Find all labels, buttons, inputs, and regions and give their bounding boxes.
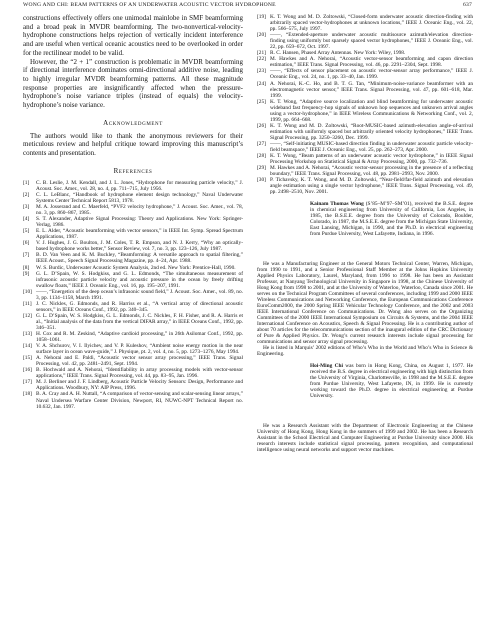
reference-list-left — [23, 180, 243, 410]
acknowledgment-text: The authors would like to thank the anonymous reviewers for their meticulous review and helpful critique toward improving this manuscript’s contents and presentation. — [23, 131, 243, 158]
reference-item — [257, 177, 473, 195]
reference-text: W. S. Burdic, Underwater Acoustic System Analysis, 2nd ed. New York: Prentice-Hall, 1990. — [36, 264, 236, 271]
reference-number: [8] — [23, 264, 30, 271]
reference-number: [5] — [23, 228, 30, 235]
reference-number: [17] — [23, 379, 32, 386]
reference-number: [7] — [23, 252, 30, 259]
author-bio-first-lines: (S’85–M’97–SM’01), received the B.S.E. degree in chemical engineering from University of California, Los Angeles, in 1985, the B.S.E.E. degree from the University of Colorado, Boulder, Colorado, in 1987, the M.S.E.E. degree from the Michigan State University, East Lansing, Michigan, in 1990, and the Ph.D. in electrical engineering from Purdue University, West Lafayette, Indiana, in 1996. — [310, 201, 473, 238]
reference-item — [23, 331, 243, 343]
author-name: Kainam Thomas Wong — [310, 201, 364, 208]
reference-text: M. J. Berliner and J. F. Lindberg, Acoustic Particle Velocity Sensors: Design, Performance and Applications. Woodbury, NY: AIP Press, 1996. — [36, 379, 243, 392]
reference-text: B. D. Van Veen and K. M. Buckley, “Beamforming: A versatile approach to spatial filtering,” IEEE Acoust., Speech Signal Processing Magazine, pp. 4–24, Apr. 1988. — [36, 252, 243, 265]
reference-number: [19] — [257, 14, 266, 20]
reference-number: [10] — [23, 288, 32, 295]
author-bio — [257, 363, 473, 423]
reference-item — [23, 313, 243, 331]
right-column — [257, 14, 473, 453]
reference-text: G. L. D’Spain, W. S. Hodgkiss, G. L. Edmonds, J. C. Nickles, F. H. Fisher, and R. A. Harris et al., “Initial analysis of the data from the vertical DIFAR array,” in IEEE Oceans Conf., 1992, pp. 346–351. — [36, 312, 243, 331]
reference-number: [18] — [23, 391, 32, 398]
author-bio-paragraph: He was a Manufacturing Engineer at the General Motors Technical Center, Warren, Michigan, from 1990 to 1991, and a Senior Professional Staff Member at the Johns Hopkins University Applied Physics Laboratory, Laurel, Maryland, from 1996 to 1998. He has been an Assistant Professor, at Nanyang Technological University in Singapore in 1998, at the Chinese University of Hong Kong from 1998 to 2001, and at the University of Waterloo, Waterloo, Canada since 2001. He serves on the Technical Program Committees of several conferences, including 1999 and 2000 IEEE Wireless Communications and Networking Conference, the European Communications Conference EuroComm2000, the 2000 Spring IEEE Vehicular Technology Conference, and the 2002 and 2003 IEEE International Conference on Communications. Dr. Wong also serves on the Organizing Committees of the 2000 IEEE International Symposium on Circuits & Systems, and the 2004 IEEE International Conference on Acoustics, Speech & Signal Processing. He is a contributing author of about 70 articles for the telecommunications section of the inaugural edition of the CRC Dictionary of Pure & Applied Physics. Dr. Wong’s current research interests include signal processing for communications and sensor array signal processing. — [257, 261, 473, 346]
reference-text: B. A. Cray and A. H. Nuttall, “A comparison of vector-sensing and scalar-sensing linear arrays,” Naval Undersea Warfare Center Division, Newport, RI, NUWC-NPT Technical Report no. 10.632, Jan. 1997. — [36, 391, 243, 410]
running-head-title: WONG AND CHI: BEAM PATTERNS OF AN UNDERWATER ACOUSTIC VECTOR HYDROPHONE — [23, 2, 276, 8]
reference-number: [26] — [257, 122, 266, 129]
reference-text: ——, “Extended-aperture underwater acoustic multisource azimuth/elevation direction-finding using uniformly but sparsely spaced vector hydrophones,” IEEE J. Oceanic Eng., vol. 22, pp. 659–672, Oct. 1997. — [270, 32, 473, 51]
reference-text: P. Tichavsky, K. T. Wong, and M. D. Zoltowski, “Near-field/far-field azimuth and elevation angle estimation using a single vector hydrophone,” IEEE Trans. Signal Processing, vol. 49, pp. 2498–2510, Nov. 2001. — [270, 177, 473, 196]
left-column — [23, 14, 243, 410]
reference-text: C. L. LeBlanc, “Handbook of hydrophone element design technology,” Naval Underwater Systems Center Technical Report 5813, 1978. — [36, 191, 243, 204]
reference-text: B. Hochwald and A. Nehorai, “Identifiability in array processing models with vector-sensor applications,” IEEE Trans. Signal Processing, vol. 44, pp. 83–95, Jan. 1996. — [36, 367, 243, 380]
reference-item — [23, 367, 243, 379]
reference-number: [14] — [23, 343, 32, 350]
author-bio-intro — [310, 201, 473, 261]
reference-text: C. B. Leslie, J. M. Kendall, and J. L. Jones, “Hydrophone for measuring particle velocity,” J. Acoust. Soc. Amer., vol. 28, no. 4, pp. 711–715, July 1956. — [36, 179, 243, 192]
reference-number: [13] — [23, 331, 32, 338]
running-head — [23, 2, 472, 8]
reference-number: [15] — [23, 355, 32, 362]
reference-item — [23, 228, 243, 240]
reference-text: E. L. Alder, “Acoustic beamforming with vector sensors,” in IEEE Int. Symp. Spread Spectrum Applications, 1987. — [36, 228, 243, 241]
body-paragraph: However, the “2 + 1” construction is problematic in MVDR beamforming if directional interference dominates omni-directional additive noise, leading to highly irregular MVDR beamforming patterns. All these magnitude response properties are insignificantly affected when the pressure-hydrophone’s noise variance triples (instead of equals) the velocity-hydrophone’s noise variance. — [23, 57, 243, 110]
reference-item — [23, 192, 243, 204]
reference-text: S. T. Alexander, Adaptive Signal Processing: Theory and Applications. New York: Springer-Verlag, 1986. — [36, 216, 243, 229]
reference-item — [23, 216, 243, 228]
reference-text: R. C. Hansen, Phased Array Antennas. New York: Wiley, 1998. — [270, 50, 406, 57]
reference-number: [2] — [23, 191, 30, 198]
reference-item — [257, 32, 473, 50]
reference-text: V. J. Hughes, J. G. Boulton, J. M. Coles, T. R. Empson, and N. J. Kerry, “Why an optically-based hydrophone works better,” Sensor Review, vol. 7, no. 3, pp. 123–126, July 1987. — [36, 240, 243, 253]
reference-item — [23, 379, 243, 391]
reference-number: [16] — [23, 367, 32, 374]
page-number: 637 — [463, 2, 472, 8]
acknowledgment-heading: Acknowledgment — [103, 118, 163, 127]
reference-text: ——, “Energetics of the deep ocean’s infrasonic sound field,” J. Acoust. Soc. Amer., vol. 89, no. 3, pp. 1134–1158, March 1991. — [36, 288, 243, 301]
reference-item — [23, 391, 243, 409]
reference-item — [257, 99, 473, 123]
reference-item — [23, 252, 243, 264]
reference-text: A. Nehorai, K.-C. Ho, and B. T. G. Tan, “Minimum-noise-variance beamformer with an electromagnetic vector sensor,” IEEE Trans. Signal Processing, vol. 47, pp. 601–618, Mar. 1999. — [270, 80, 473, 99]
reference-item — [23, 180, 243, 192]
author-bio-first-lines: was born in Hong Kong, China, on August 1, 1977. He received the B.S. degree in electrical engineering with high distinction from the University of Virginia, Charlottesville, in 1998 and the M.S.E.E. degree from Purdue University, West Lafayette, IN, in 1999. He is currently working toward the Ph.D. degree in electrical engineering at Purdue University. — [310, 363, 473, 400]
reference-text: A. Nehorai and E. Paldi, “Acoustic vector sensor array processing,” IEEE Trans. Signal Processing, vol. 42, pp. 2481–2491, Sept. 1994. — [36, 355, 243, 368]
reference-number: [12] — [23, 312, 32, 319]
reference-item — [257, 14, 473, 32]
reference-item — [23, 355, 243, 367]
reference-item — [23, 301, 243, 313]
reference-number: [30] — [257, 177, 266, 184]
reference-text: M. A. Josserand and C. Maerfeld, “PVF2 velocity hydrophone,” J. Acoust. Soc. Amer., vol. 78, no. 3, pp. 860–867, 1985. — [36, 204, 243, 217]
body-paragraph: constructions effectively offers one unimodal mainlobe in SMF beamforming and a broad peak in MVDR beamforming. The two-nonvertical-velocity-hydrophone constructions helps rejection of vertically incident interference and are useful when vertical oceanic acoustics need to be overlooked in order for the rectilinear model to be valid. — [23, 14, 243, 57]
reference-text: J. C. Nickles, G. Edmonds, and R. Harriss et al., “A vertical array of directional acoustic sensors,” in IEEE Oceans Conf., 1992, pp. 340–345. — [36, 300, 243, 313]
reference-item — [257, 123, 473, 141]
reference-item — [257, 153, 473, 165]
reference-item — [257, 165, 473, 177]
author-bio-paragraph: He is listed in Marquis’ 2002 editions of Who’s Who in the World and Who’s Who in Science & Engineering. — [257, 345, 473, 358]
reference-number: [20] — [257, 32, 266, 39]
reference-text: K. T. Wong, “Adaptive source localization and blind beamforming for underwater acoustic wideband fast frequency-hop signals of unknown hop sequences and unknown arrival angles using a vector-hydrophone,” in IEEE Wireless Communications & Networking Conf., vol. 2, 1999, pp. 664–668. — [270, 98, 473, 123]
author-bio-intro — [310, 363, 473, 423]
reference-number: [28] — [257, 153, 266, 160]
reference-text: K. T. Wong and M. D. Zoltowski, “Closed-form underwater acoustic direction-finding with arbitrarily spaced vector-hydrophones at unknown locations,” IEEE J. Oceanic Eng., vol. 22, pp. 566–575, July 1997. — [270, 14, 473, 33]
reference-text: K. T. Wong, “Beam patterns of an underwater acoustic vector hydrophone,” in IEEE Signal Processing Workshop on Statistical Signal & Array Processing, 2000, pp. 732–736. — [270, 153, 473, 166]
reference-text: ——, “Self-initiating MUSIC-based direction finding in underwater acoustic particle velocity-field beamspace,” IEEE J. Oceanic Eng., vol. 25, pp. 262–273, Apr. 2000. — [270, 140, 473, 154]
reference-number: [29] — [257, 165, 266, 172]
reference-list-right — [257, 14, 473, 195]
reference-number: [21] — [257, 50, 266, 57]
reference-number: [27] — [257, 140, 266, 147]
reference-item — [23, 289, 243, 301]
author-photo — [257, 363, 305, 423]
reference-number: [24] — [257, 80, 266, 87]
reference-number: [1] — [23, 179, 30, 186]
reference-item — [23, 240, 243, 252]
author-bio — [257, 201, 473, 261]
reference-text: M. Hawkes and A. Nehorai, “Acoustic vector-sensor beamforming and capon direction estimation,” IEEE Trans. Signal Processing, vol. 46, pp. 2291–2304, Sept. 1998. — [270, 56, 473, 69]
reference-item — [257, 81, 473, 99]
author-bio-paragraph: He was a Research Assistant with the Department of Electronic Engineering at the Chinese University of Hong Kong, Hong Kong in the summers of 1999 and 2002. He has been a Research Assistant in the School Electrical and Computer Engineering at Purdue University since 2000. His research interests include statistical signal processing, pattern recognition, and computational intelligence using neural networks and support vector machines. — [257, 423, 473, 454]
reference-text: K. T. Wong and M. D. Zoltowski, “Root-MUSIC-based azimuth-elevation angle-of-arrival estimation with uniformly spaced but arbitrarily oriented velocity hydrophones,” IEEE Trans. Signal Processing, pp. 3250–3260, Dec. 1999. — [270, 122, 473, 141]
reference-item — [257, 56, 473, 68]
references-heading: References — [113, 166, 153, 175]
reference-number: [23] — [257, 68, 266, 75]
reference-item — [257, 68, 473, 80]
author-bio-continued — [257, 423, 473, 453]
reference-text: ——, “Effects of sensor placement on acoustic vector-sensor array performance,” IEEE J. Oceanic Eng., vol. 24, no. 1, pp. 33–40, Jan. 1999. — [270, 68, 473, 81]
author-bio-continued — [257, 261, 473, 357]
reference-text: M. Hawkes and A. Nehorai, “Acoustic vector-sensor processing in the presence of a reflecting boundary,” IEEE Trans. Signal Processing, vol. 48, pp. 2981–2993, Nov. 2000. — [270, 165, 473, 178]
reference-number: [4] — [23, 216, 30, 223]
reference-number: [25] — [257, 98, 266, 105]
reference-item — [23, 343, 243, 355]
reference-number: [9] — [23, 270, 30, 277]
author-name: Hoi-Ming Chi — [310, 363, 343, 370]
reference-item — [23, 271, 243, 289]
reference-number: [22] — [257, 56, 266, 63]
author-photo — [257, 201, 305, 261]
reference-text: G. L. D’Spain, W. S. Hodgkiss, and G. L. Edmonds, “The simultaneous measurement of infrasonic acoustic particle velocity and acoustic pressure in the ocean by freely drifting swallow floats,” IEEE J. Oceanic Eng., vol. 16, pp. 195–207, 1991. — [36, 270, 243, 289]
reference-number: [11] — [23, 300, 32, 307]
reference-item — [257, 141, 473, 153]
reference-text: V. A. Shchurov, V. I. Ilyichev, and V. P. Kuleshov, “Ambient noise energy motion in the near surface layer in ocean wave-guide,” J. Physique, pt. 2, vol. 4, no. 5, pp. 1273–1276, May 1994. — [36, 343, 243, 356]
reference-number: [3] — [23, 204, 30, 211]
reference-text: H. Cox and R. M. Zeskind, “Adaptive cardioid processing,” in 26th Asilomar Conf., 1992, pp. 1058–1061. — [36, 331, 243, 344]
reference-item — [23, 204, 243, 216]
reference-number: [6] — [23, 240, 30, 247]
